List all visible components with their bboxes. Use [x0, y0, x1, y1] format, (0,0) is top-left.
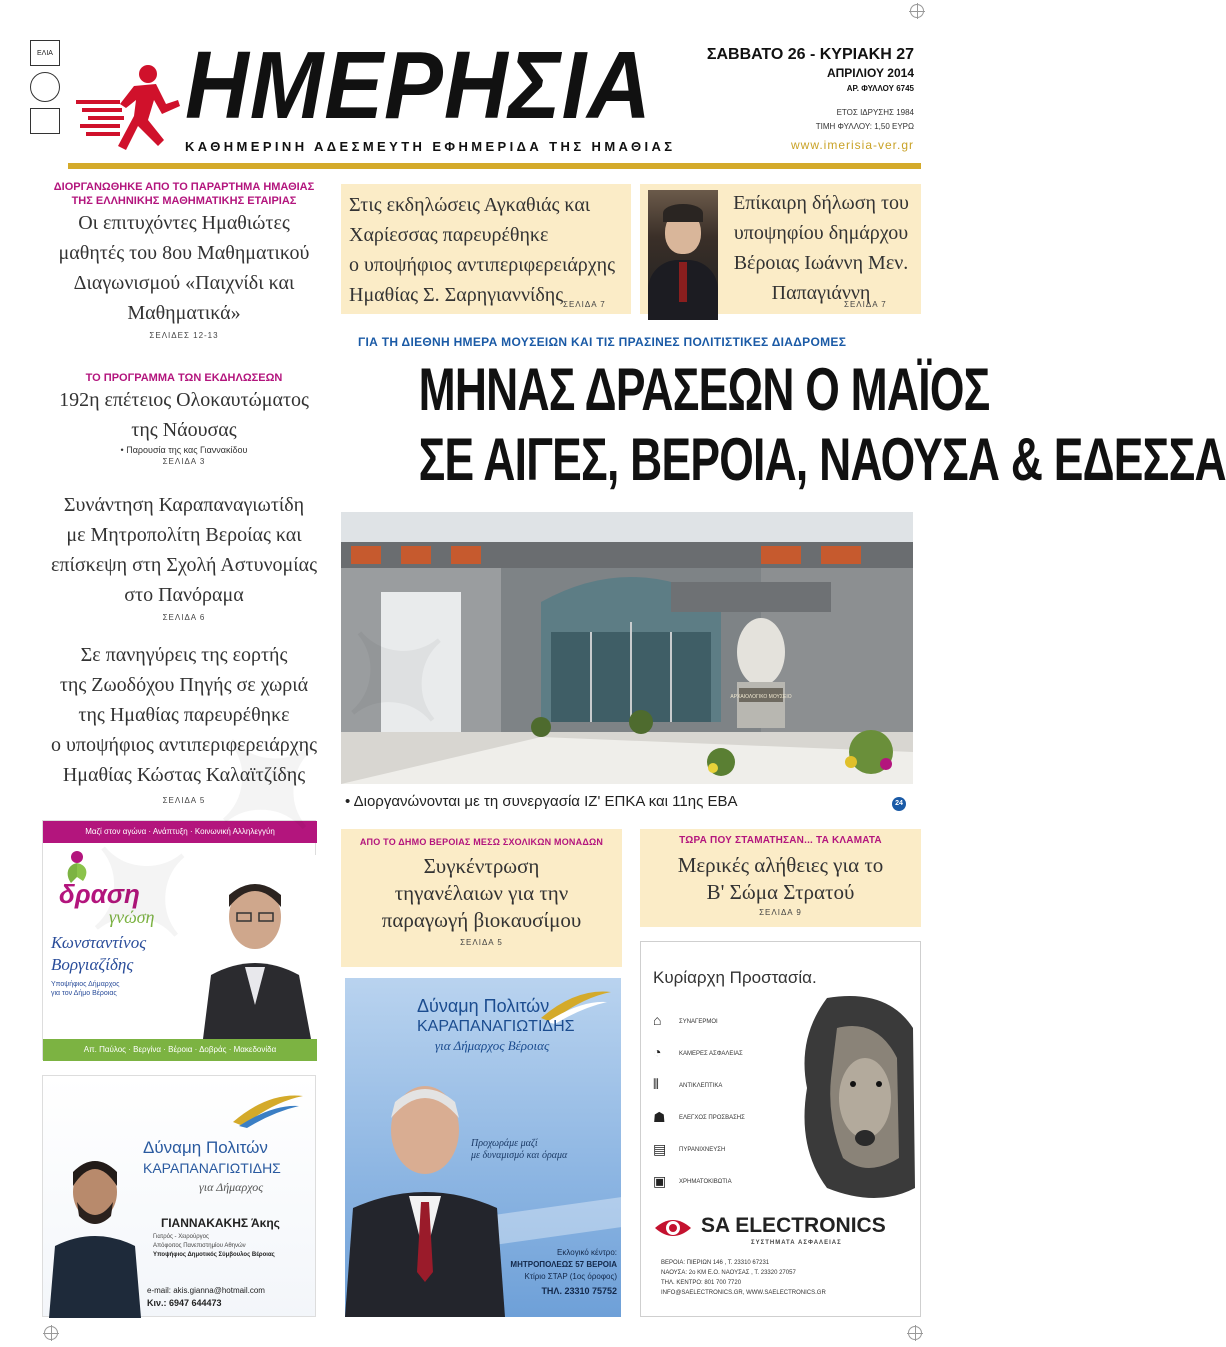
- ad-contact: ΤΗΛ. ΚΕΝΤΡΟ: 801 700 7720: [661, 1280, 742, 1286]
- candidate-photo: [345, 1058, 505, 1317]
- ad-contact: ΒΕΡΟΙΑ: ΠΙΕΡΙΩΝ 146 , Τ. 23310 67231: [661, 1260, 770, 1266]
- story-headline: Β' Σώμα Στρατού: [706, 880, 855, 904]
- portrait-photo: [648, 190, 718, 308]
- alarm-icon: ⌂: [653, 1014, 662, 1029]
- ad-party: Δύναμη Πολιτών: [417, 996, 550, 1016]
- website-link[interactable]: www.imerisia-ver.gr: [790, 138, 914, 152]
- page-ref: ΣΕΛΙΔΑ 5: [460, 938, 503, 947]
- price: ΤΙΜΗ ΦΥΛΛΟΥ: 1,50 ΕΥΡΩ: [815, 122, 914, 131]
- page-ref: ΣΕΛΙΔΑ 7: [563, 300, 606, 309]
- registration-mark: [910, 4, 924, 18]
- antitheft-icon: ⫴: [653, 1078, 659, 1093]
- gold-divider: [68, 163, 921, 169]
- story-headline: Σε πανηγύρεις της εορτής: [80, 644, 288, 666]
- newspaper-logo: ΗΜΕΡΗΣΙΑ: [185, 32, 652, 139]
- story-naousa-anniversary[interactable]: [34, 371, 334, 466]
- ad-brand: γνώση: [109, 907, 155, 927]
- ad-name: Κωνσταντίνος: [51, 933, 147, 952]
- ad-giannakakis[interactable]: [42, 1075, 316, 1317]
- service-row: ▣ ΧΡΗΜΑΤΟΚΙΒΩΤΙΑ: [653, 1174, 732, 1190]
- runner-logo-icon: [76, 60, 186, 155]
- story-headline: τηγανέλαιων για την: [394, 881, 569, 905]
- ad-office: Εκλογικό κέντρο:: [557, 1248, 617, 1257]
- story-math-contest[interactable]: [34, 180, 334, 340]
- ad-for: για Δήμαρχος: [199, 1180, 264, 1194]
- ad-slogan: Προχωράμε μαζί: [471, 1138, 538, 1149]
- page-ref: ΣΕΛΙΔΑ 3: [162, 457, 206, 466]
- story-festivals[interactable]: [34, 640, 334, 805]
- ad-email: e-mail: akis.gianna@hotmail.com: [147, 1286, 265, 1295]
- eye-logo-icon: [655, 1214, 691, 1242]
- photo-caption: • Διοργανώνονται με τη συνεργασία ΙΖ' ΕΠΚΑ και 11ης ΕΒΑ: [345, 793, 738, 810]
- story-headline: μαθητές του 8ου Μαθηματικού: [58, 242, 310, 264]
- story-headline: ο υποψήφιος αντιπεριφερειάρχης: [349, 254, 616, 276]
- barcode-badge: [30, 108, 60, 134]
- main-headline[interactable]: ΜΗΝΑΣ ΔΡΑΣΕΩΝ Ο ΜΑΪΟΣ: [418, 356, 990, 423]
- story-box-sarigiannidis[interactable]: [341, 184, 631, 314]
- story-kicker: ΤΩΡΑ ΠΟΥ ΣΤΑΜΑΤΗΣΑΝ... ΤΑ ΚΛΑΜΑΤΑ: [679, 835, 882, 846]
- story-headline: Στις εκδηλώσεις Αγκαθιάς και: [349, 194, 591, 216]
- story-headline: Διαγωνισμού «Παιχνίδι και: [73, 272, 295, 294]
- story-headline: Συγκέντρωση: [423, 854, 540, 878]
- ad-party: Δύναμη Πολιτών: [143, 1138, 268, 1157]
- story-headline: υποψηφίου δημάρχου: [733, 222, 909, 244]
- story-headline: Επίκαιρη δήλωση του: [733, 192, 909, 214]
- ad-contact: ΝΑΟΥΣΑ: 2ο ΚΜ Ε.Ο. ΝΑΟΥΣΑΣ , Τ. 23320 27057: [661, 1270, 796, 1276]
- ad-address: Κτίριο ΣΤΑΡ (1ος όροφος): [524, 1272, 617, 1281]
- story-kicker: ΔΙΟΡΓΑΝΩΘΗΚΕ ΑΠΟ ΤΟ ΠΑΡΑΡΤΗΜΑ ΗΜΑΘΙΑΣ: [53, 181, 315, 193]
- access-icon: ☗: [653, 1110, 666, 1126]
- ad-name: ΓΙΑΝΝΑΚΑΚΗΣ Άκης: [161, 1216, 280, 1230]
- ad-slogan: με δυναμισμό και όραμα: [471, 1150, 568, 1161]
- ad-desc: Απόφοιτος Πανεπιστημίου Αθηνών: [153, 1243, 246, 1249]
- story-headline: παραγωγή βιοκαυσίμου: [381, 908, 582, 932]
- page-ref: ΣΕΛΙΔΑ 7: [844, 300, 887, 309]
- story-headline: Οι επιτυχόντες Ημαθιώτες: [78, 212, 290, 234]
- story-headline: Χαρίεσσας παρευρέθηκε: [349, 224, 549, 246]
- elia-badge: ΕΛΙΑ: [30, 40, 60, 66]
- story-headline: Ημαθίας Σ. Σαρηγιαννίδης: [349, 284, 564, 306]
- story-headline: της Ημαθίας παρευρέθηκε: [78, 704, 290, 726]
- story-headline: Συνάντηση Καραπαναγιωτίδη: [63, 494, 305, 516]
- ad-karapanagiotidis[interactable]: [345, 978, 621, 1317]
- side-badges: [30, 40, 64, 140]
- service-row: ☗ ΕΛΕΓΧΟΣ ΠΡΟΣΒΑΣΗΣ: [653, 1110, 745, 1126]
- registration-mark: [908, 1326, 922, 1340]
- ad-sub: για τον Δήμο Βέροιας: [51, 990, 117, 997]
- masthead: [0, 0, 961, 175]
- ad-sa-electronics[interactable]: [640, 941, 921, 1317]
- story-headline: με Μητροπολίτη Βεροίας και: [66, 524, 302, 546]
- page-ref: ΣΕΛΙΔΕΣ 12-13: [149, 331, 219, 340]
- month-line: ΑΠΡΙΛΙΟΥ 2014: [826, 66, 914, 80]
- story-headline: Βέροιας Ιωάννη Μεν.: [733, 252, 909, 274]
- story-box-army-corps[interactable]: [640, 829, 921, 927]
- ad-brand-sub: ΣΥΣΤΗΜΑΤΑ ΑΣΦΑΛΕΙΑΣ: [751, 1240, 842, 1246]
- ad-address: ΜΗΤΡΟΠΟΛΕΩΣ 57 ΒΕΡΟΙΑ: [510, 1260, 617, 1269]
- story-headline: Μερικές αλήθειες για το: [677, 853, 884, 877]
- ad-for: για Δήμαρχος Βέροιας: [435, 1038, 550, 1053]
- story-bullet: • Παρουσία της κας Γιαννακίδου: [120, 445, 248, 455]
- ad-desc: Υποψήφιος Δημοτικός Σύμβουλος Βέροιας: [153, 1252, 275, 1258]
- ad-contact: INFO@SAELECTRONICS.GR, WWW.SAELECTRONICS.GR: [661, 1290, 826, 1296]
- page-ref: ΣΕΛΙΔΑ 9: [759, 908, 802, 917]
- story-box-cooking-oil[interactable]: [341, 829, 622, 967]
- ad-headline: Κυρίαρχη Προστασία.: [653, 968, 817, 987]
- main-headline[interactable]: ΣΕ ΑΙΓΕΣ, ΒΕΡΟΙΑ, ΝΑΟΥΣΑ & ΕΔΕΣΣΑ: [418, 426, 1226, 493]
- camera-icon: ◔: [653, 1046, 662, 1061]
- story-metropolitan-meeting[interactable]: [34, 490, 334, 622]
- story-headline: στο Πανόραμα: [124, 584, 244, 606]
- ad-brand: SA ELECTRONICS: [701, 1214, 886, 1237]
- ad-bottom-banner: Απ. Παύλος · Βεργίνα · Βέροια · Δοβράς · Μακεδονίδα: [83, 1045, 277, 1054]
- issue-number: ΑΡ. ΦΥΛΛΟΥ 6745: [846, 84, 914, 93]
- ad-leader: ΚΑΡΑΠΑΝΑΓΙΩΤΙΔΗΣ: [143, 1160, 281, 1176]
- story-kicker: ΑΠΟ ΤΟ ΔΗΜΟ ΒΕΡΟΙΑΣ ΜΕΣΩ ΣΧΟΛΙΚΩΝ ΜΟΝΑΔΩΝ: [359, 837, 604, 847]
- museum-sign: ΑΡΧΑΙΟΛΟΓΙΚΟ ΜΟΥΣΕΙΟ: [730, 694, 792, 700]
- story-headline: της Ζωοδόχου Πηγής σε χωριά: [59, 674, 309, 696]
- story-headline: 192η επέτειος Ολοκαυτώματος: [59, 389, 309, 411]
- ad-name: Βοργιαζίδης: [51, 955, 134, 974]
- ad-desc: Γιατρός - Χειρούργος: [153, 1234, 209, 1240]
- service-row: ⫴ ΑΝΤΙΚΛΕΠΤΙΚΑ: [653, 1078, 723, 1093]
- founded-year: ΕΤΟΣ ΙΔΡΥΣΗΣ 1984: [836, 108, 914, 117]
- safe-icon: ▣: [653, 1174, 667, 1190]
- ad-leader: ΚΑΡΑΠΑΝΑΓΙΩΤΙΔΗΣ: [417, 1018, 575, 1035]
- story-headline: Παπαγιάννη: [771, 282, 871, 304]
- ad-top-banner: Μαζί στον αγώνα · Ανάπτυξη · Κοινωνική Αλληλεγγύη: [85, 827, 275, 836]
- page-ref: ΣΕΛΙΔΑ 6: [162, 613, 206, 622]
- ad-phone: Κιν.: 6947 644473: [147, 1298, 222, 1308]
- ad-phone: ΤΗΛ. 23310 75752: [541, 1286, 617, 1296]
- main-kicker: ΓΙΑ ΤΗ ΔΙΕΘΝΗ ΗΜΕΡΑ ΜΟΥΣΕΙΩΝ ΚΑΙ ΤΙΣ ΠΡΑΣΙΝΕΣ ΠΟΛΙΤΙΣΤΙΚΕΣ ΔΙΑΔΡΟΜΕΣ: [358, 335, 847, 349]
- tagline: ΚΑΘΗΜΕΡΙΝΗ ΑΔΕΣΜΕΥΤΗ ΕΦΗΜΕΡΙΔΑ ΤΗΣ ΗΜΑΘΙΑΣ: [185, 139, 676, 154]
- service-row: ▤ ΠΥΡΑΝΙΧΝΕΥΣΗ: [653, 1142, 726, 1158]
- page-ref: ΣΕΛΙΔΑ 5: [162, 796, 206, 805]
- page-badge: 24: [892, 797, 906, 811]
- story-headline: της Νάουσας: [131, 419, 237, 441]
- service-row: ◔ ΚΑΜΕΡΕΣ ΑΣΦΑΛΕΙΑΣ: [653, 1046, 743, 1061]
- story-headline: Μαθηματικά»: [127, 302, 241, 324]
- story-headline: ο υποψήφιος αντιπεριφερειάρχης: [50, 734, 318, 756]
- ad-drasi-gnosi[interactable]: [42, 820, 316, 1060]
- ad-brand: δραση: [59, 879, 140, 909]
- seal-badge: [30, 72, 60, 102]
- story-headline: Ημαθίας Κώστας Καλαϊτζίδης: [62, 764, 306, 786]
- service-row: ⌂ ΣΥΝΑΓΕΡΜΟΙ: [653, 1014, 718, 1029]
- date-line: ΣΑΒΒΑΤΟ 26 - ΚΥΡΙΑΚΗ 27: [706, 46, 914, 63]
- museum-photo: [341, 512, 913, 784]
- lion-icon: [787, 988, 917, 1208]
- registration-mark: [44, 1326, 58, 1340]
- story-kicker: ΤΗΣ ΕΛΛΗΝΙΚΗΣ ΜΑΘΗΜΑΤΙΚΗΣ ΕΤΑΙΡΙΑΣ: [71, 195, 297, 207]
- candidate-photo: [49, 1136, 141, 1318]
- swoosh-icon: [233, 1092, 303, 1128]
- fire-icon: ▤: [653, 1142, 667, 1158]
- story-headline: επίσκεψη στη Σχολή Αστυνομίας: [50, 554, 318, 576]
- ad-sub: Υποψήφιος Δήμαρχος: [51, 981, 120, 988]
- story-kicker: ΤΟ ΠΡΟΓΡΑΜΜΑ ΤΩΝ ΕΚΔΗΛΩΣΕΩΝ: [85, 372, 283, 384]
- candidate-photo: [193, 855, 317, 1039]
